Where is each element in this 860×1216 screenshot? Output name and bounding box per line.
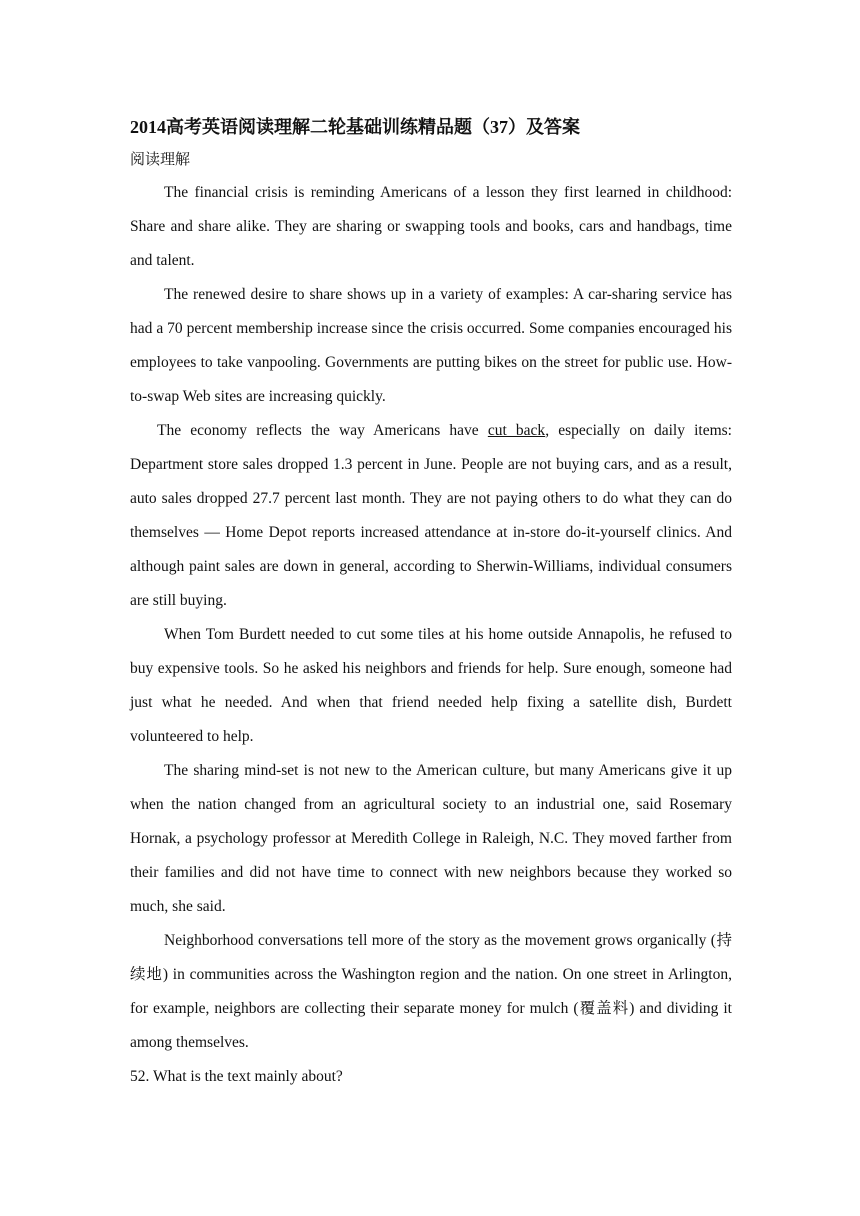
question-52: 52. What is the text mainly about? — [130, 1068, 343, 1085]
paragraph-3-start: The economy reflects the way Americans have — [157, 422, 488, 439]
paragraph-6: Neighborhood conversations tell more of the story as the movement grows organically (持续地) in communities across the Washington region and the nation. On one street in Arlington, for example, neighbors are collecting their separate money for mulch (覆盖料) and dividing it among themselves. — [130, 932, 732, 1051]
paragraph-4: When Tom Burdett needed to cut some tiles at his home outside Annapolis, he refused to buy expensive tools. So he asked his neighbors and friends for help. Sure enough, someone had just what he needed. And when that friend needed help fixing a satellite dish, Burdett volunteered to help. — [130, 626, 732, 745]
document-title: 2014高考英语阅读理解二轮基础训练精品题（37）及答案 — [130, 117, 580, 137]
paragraph-5: The sharing mind-set is not new to the American culture, but many Americans give it up when the nation changed from an agricultural society to an industrial one, said Rosemary Hornak, a psychology professor at Meredith College in Raleigh, N.C. They moved farther from their families and did not have time to connect with new neighbors because they worked so much, she said. — [130, 762, 732, 915]
underlined-phrase: cut back — [487, 422, 546, 439]
paragraph-3-rest: , especially on daily items: Department store sales dropped 1.3 percent in June. People are not buying cars, and as a result, auto sales dropped 27.7 percent last month. They are not paying others to do what they can do themselves — Home Depot reports increased attendance at in-store do-it-yourself clinics. And although paint sales are down in general, according to Sherwin-Williams, individual consumers are still buying. — [130, 422, 732, 609]
document-content — [130, 112, 732, 1094]
paragraph-3 — [130, 414, 732, 618]
paragraph-2: The renewed desire to share shows up in a variety of examples: A car-sharing service has had a 70 percent membership increase since the crisis occurred. Some companies encouraged his employees to take vanpooling. Governments are putting bikes on the street for public use. How-to-swap Web sites are increasing quickly. — [130, 286, 732, 405]
paragraph-1: The financial crisis is reminding Americans of a lesson they first learned in childhood: Share and share alike. They are sharing or swapping tools and books, cars and handbags, time and talent. — [130, 184, 732, 269]
section-label: 阅读理解 — [130, 152, 191, 168]
